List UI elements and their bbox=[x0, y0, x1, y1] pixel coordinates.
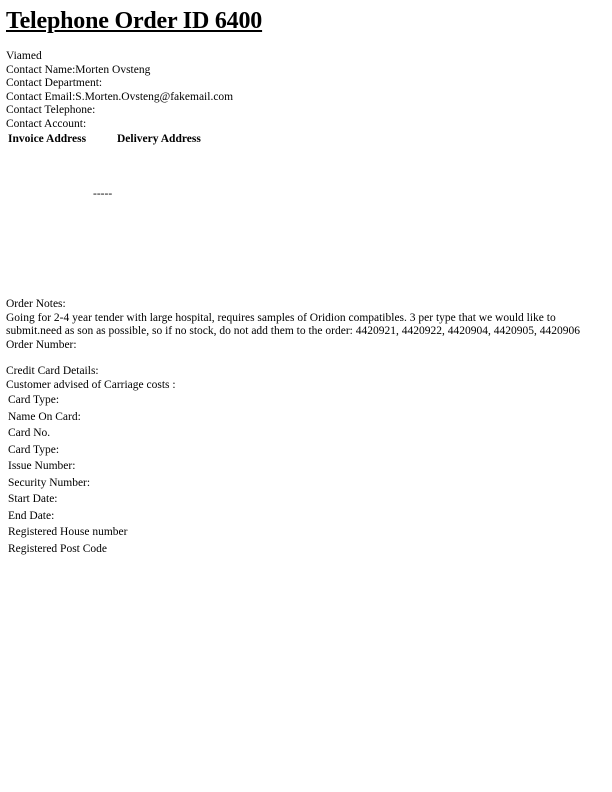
credit-card-heading: Credit Card Details: bbox=[6, 365, 99, 377]
contact-department: Contact Department: bbox=[6, 77, 103, 89]
credit-card-section bbox=[6, 365, 610, 558]
contact-section bbox=[6, 50, 610, 131]
security-number-label: Security Number: bbox=[8, 476, 91, 489]
table-row bbox=[6, 509, 129, 526]
table-row bbox=[6, 459, 129, 476]
page-title: Telephone Order ID 6400 bbox=[6, 8, 263, 34]
card-type-label-2: Card Type: bbox=[8, 443, 60, 456]
order-notes-section bbox=[6, 298, 610, 352]
name-on-card-label: Name On Card: bbox=[8, 410, 81, 423]
order-number-label: Order Number: bbox=[6, 338, 77, 351]
company-name: Viamed bbox=[6, 50, 42, 62]
post-code-label: Registered Post Code bbox=[8, 542, 108, 555]
card-type-label: Card Type: bbox=[8, 394, 60, 406]
contact-name: Contact Name:Morten Ovsteng bbox=[6, 63, 151, 76]
card-number-label: Card No. bbox=[8, 427, 51, 439]
table-row bbox=[6, 443, 129, 460]
issue-number-label: Issue Number: bbox=[8, 460, 76, 472]
order-document bbox=[6, 8, 610, 555]
house-number-label: Registered House number bbox=[8, 526, 128, 538]
order-notes-line-1: Going for 2-4 year tender with large hospital, requires samples of Oridion compatibles. 3 per type that we would like to bbox=[6, 311, 556, 324]
table-row bbox=[6, 525, 129, 542]
table-row bbox=[6, 542, 129, 559]
invoice-address-header: Invoice Address bbox=[8, 133, 87, 145]
end-date-label: End Date: bbox=[8, 509, 55, 522]
contact-email: Contact Email:S.Morten.Ovsteng@fakemail.com bbox=[6, 90, 234, 103]
table-row bbox=[6, 476, 129, 493]
address-header-row bbox=[6, 132, 203, 148]
address-table bbox=[6, 132, 203, 148]
table-row bbox=[6, 426, 129, 443]
order-notes-label: Order Notes: bbox=[6, 298, 66, 310]
address-separator: ----- bbox=[93, 188, 113, 200]
carriage-costs-note: Customer advised of Carriage costs : bbox=[6, 378, 176, 391]
contact-telephone: Contact Telephone: bbox=[6, 104, 96, 116]
credit-card-table bbox=[6, 393, 129, 558]
order-notes-line-2: submit.need as son as possible, so if no stock, do not add them to the order: 4420921, 4420922, 4420904, 4420905, 4420906 bbox=[6, 325, 580, 337]
delivery-address-header: Delivery Address bbox=[117, 133, 201, 145]
table-row bbox=[6, 410, 129, 427]
table-row bbox=[6, 393, 129, 410]
contact-account: Contact Account: bbox=[6, 117, 87, 130]
start-date-label: Start Date: bbox=[8, 493, 58, 505]
table-row bbox=[6, 492, 129, 509]
